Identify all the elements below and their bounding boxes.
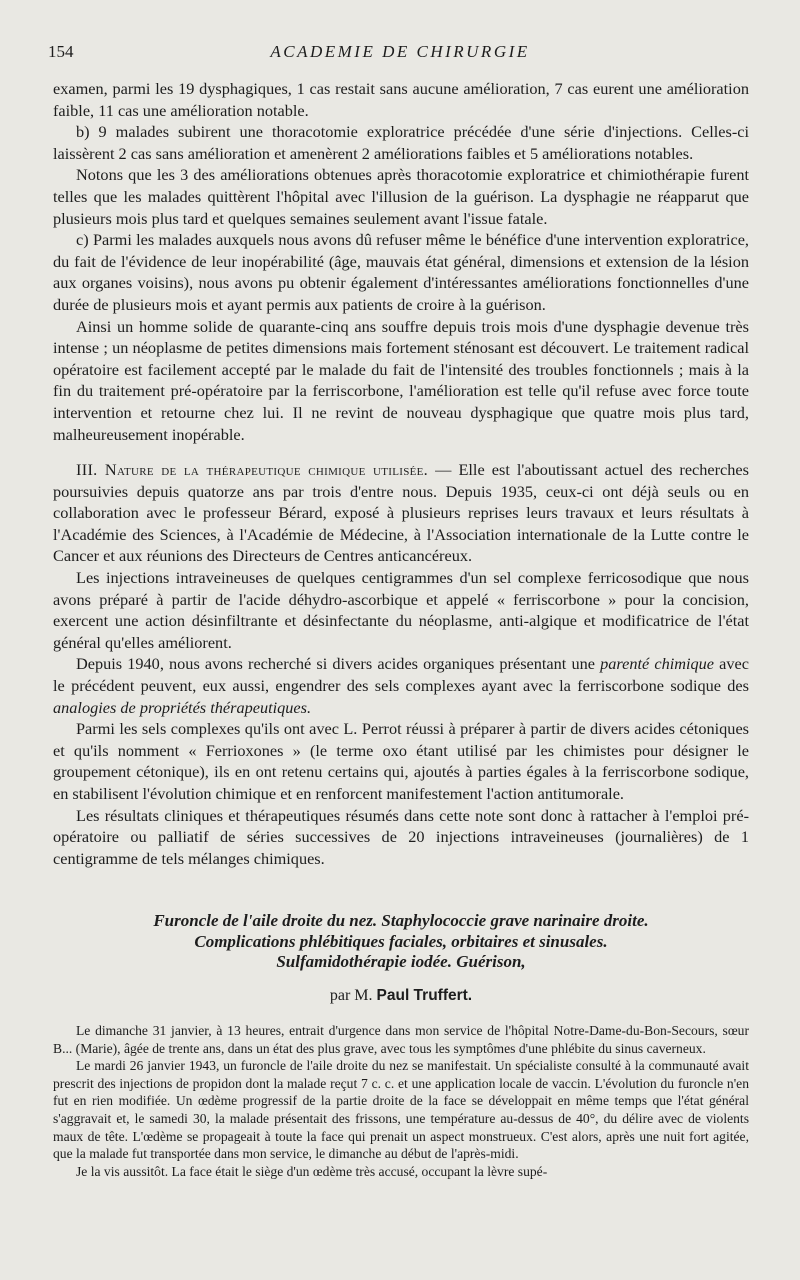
running-title: ACADEMIE DE CHIRURGIE (270, 42, 530, 61)
author-name: Paul Truffert. (376, 986, 473, 1004)
section-lead-text: — Elle est l'aboutissant actuel des recherches poursuivies depuis quatorze ans par trois d'entre nous. Depuis 1935, ceux-ci ont déjà seuls ou en collaboration avec le professeur Bérard, exposé à plusieurs reprises leurs travaux et leurs résultats à l'Académie des Sciences, à l'Académie de Médecine, à l'Association internationale de la Lutte contre le Cancer et aux réunions des Directeurs de Centres anticancéreux. (53, 460, 749, 566)
emphasis: analogies de propriétés thérapeutiques. (53, 697, 312, 717)
main-body-text (53, 78, 749, 869)
article-heading (53, 911, 749, 1005)
byline-prefix: par M. (329, 986, 377, 1004)
paragraph: Le mardi 26 janvier 1943, un furoncle de l'aile droite du nez se manifestait. Un spécialiste consulté à la communauté avait prescrit des injections de propidon dont la malade reçut 7 c. c. et une application locale de vaccin. L'évolution du furoncle n'en fut en rien modifiée. Un œdème progressif de la partie droite de la face se développait en même temps que l'état général s'aggravait et, le samedi 30, la malade présentait des frissons, une température au-dessus de 40°, du délire avec de violents maux de tête. L'œdème se propageait à toute la face qui prenait un aspect monstrueux. C'est alors, après une nuit fort agitée, que la malade fut transportée dans mon service, le dimanche au début de l'après-midi. (53, 1058, 749, 1162)
section-paragraph (53, 459, 749, 567)
section-heading: III. Nature de la thérapeutique chimique utilisée. (76, 460, 429, 480)
paragraph: examen, parmi les 19 dysphagiques, 1 cas restait sans aucune amélioration, 7 cas eurent une amélioration faible, 11 cas une amélioration notable. (53, 79, 749, 120)
paragraph: Les résultats cliniques et thérapeutiques résumés dans cette note sont donc à rattacher à l'emploi pré-opératoire ou palliatif de séries successives de 20 injections intraveineuses (journalières) de 1 centigramme de tels mélanges chimiques. (53, 805, 749, 868)
article-title-line: Complications phlébitiques faciales, orbitaires et sinusales. (194, 931, 608, 951)
paragraph: Parmi les sels complexes qu'ils ont avec L. Perrot réussi à préparer à partir de divers acides cétoniques et qu'ils nomment « Ferrioxones » (le terme oxo étant utilisé par les chimistes pour désigner le groupement cétonique), ils en ont retenu certains qui, ajoutés à parties égales à la ferriscorbone sodique, en stabilisent l'évolution chimique et en renforcent manifestement l'action antitumorale. (53, 719, 749, 803)
paragraph: Je la vis aussitôt. La face était le siège d'un œdème très accusé, occupant la lèvre supé- (76, 1163, 548, 1179)
paragraph: Notons que les 3 des améliorations obtenues après thoracotomie exploratrice et chimiothérapie furent telles que les malades quittèrent l'hôpital avec l'illusion de la guérison. La dysphagie ne réapparut que plusieurs mois plus tard et quelques semaines seulement avant l'issue fatale. (53, 165, 749, 228)
paragraph: Ainsi un homme solide de quarante-cinq ans souffre depuis trois mois d'une dysphagie devenue très intense ; un néoplasme de petites dimensions mais fortement sténosant est découvert. Le traitement radical opératoire est facilement accepté par le malade du fait de l'intensité des troubles fonctionnels ; mais à la fin du traitement pré-opératoire par la ferriscorbone, l'amélioration est telle qu'il refuse avec force toute intervention et retourne chez lui. Il ne revint de nouveau dysphagique que quatre mois plus tard, malheureusement inopérable. (53, 316, 749, 444)
paragraph: Les injections intraveineuses de quelques centigrammes d'un sel complexe ferricosodique que nous avons préparé à partir de l'acide déhydro-ascorbique et appelé « ferriscorbone » pour la concision, exercent une action désinfiltrante et désinfectante du néoplasme, anti-algique et modificatrice de l'état général qu'elles améliorent. (53, 568, 749, 652)
paragraph: b) 9 malades subirent une thoracotomie exploratrice précédée d'une série d'injections. Celles-ci laissèrent 2 cas sans amélioration et amenèrent 2 améliorations faibles et 5 améliorations notables. (53, 122, 749, 163)
paragraph (53, 653, 749, 718)
page-number: 154 (48, 42, 74, 61)
article-title-line: Sulfamidothérapie iodée. Guérison, (276, 952, 526, 971)
article-body-text (53, 1022, 749, 1180)
article-title-line: Furoncle de l'aile droite du nez. Staphylococcie grave narinaire droite. (153, 911, 649, 930)
section-gap (53, 445, 749, 459)
text-run: Depuis 1940, nous avons recherché si divers acides organiques présentant une (76, 654, 601, 674)
emphasis: parenté chimique (600, 654, 715, 674)
page-header (48, 42, 752, 66)
paragraph: c) Parmi les malades auxquels nous avons dû refuser même le bénéfice d'une intervention exploratrice, du fait de l'évidence de leur inopérabilité (âge, mauvais état général, dimensions et extension de la lésion aux organes voisins), nous avons pu obtenir également d'intéressantes améliorations fonctionnelles d'une durée de plusieurs mois et ayant permis aux patients de croire à la guérison. (53, 230, 749, 314)
byline (53, 987, 749, 1005)
paragraph: Le dimanche 31 janvier, à 13 heures, entrait d'urgence dans mon service de l'hôpital Notre-Dame-du-Bon-Secours, sœur B... (Marie), âgée de trente ans, dans un état des plus grave, avec tous les symptômes d'une phlébite du sinus caverneux. (53, 1023, 749, 1056)
text-run: avec le précédent peuvent, eux aussi, engendrer des sels complexes ayant avec la ferriscorbone sodique des (53, 654, 749, 696)
